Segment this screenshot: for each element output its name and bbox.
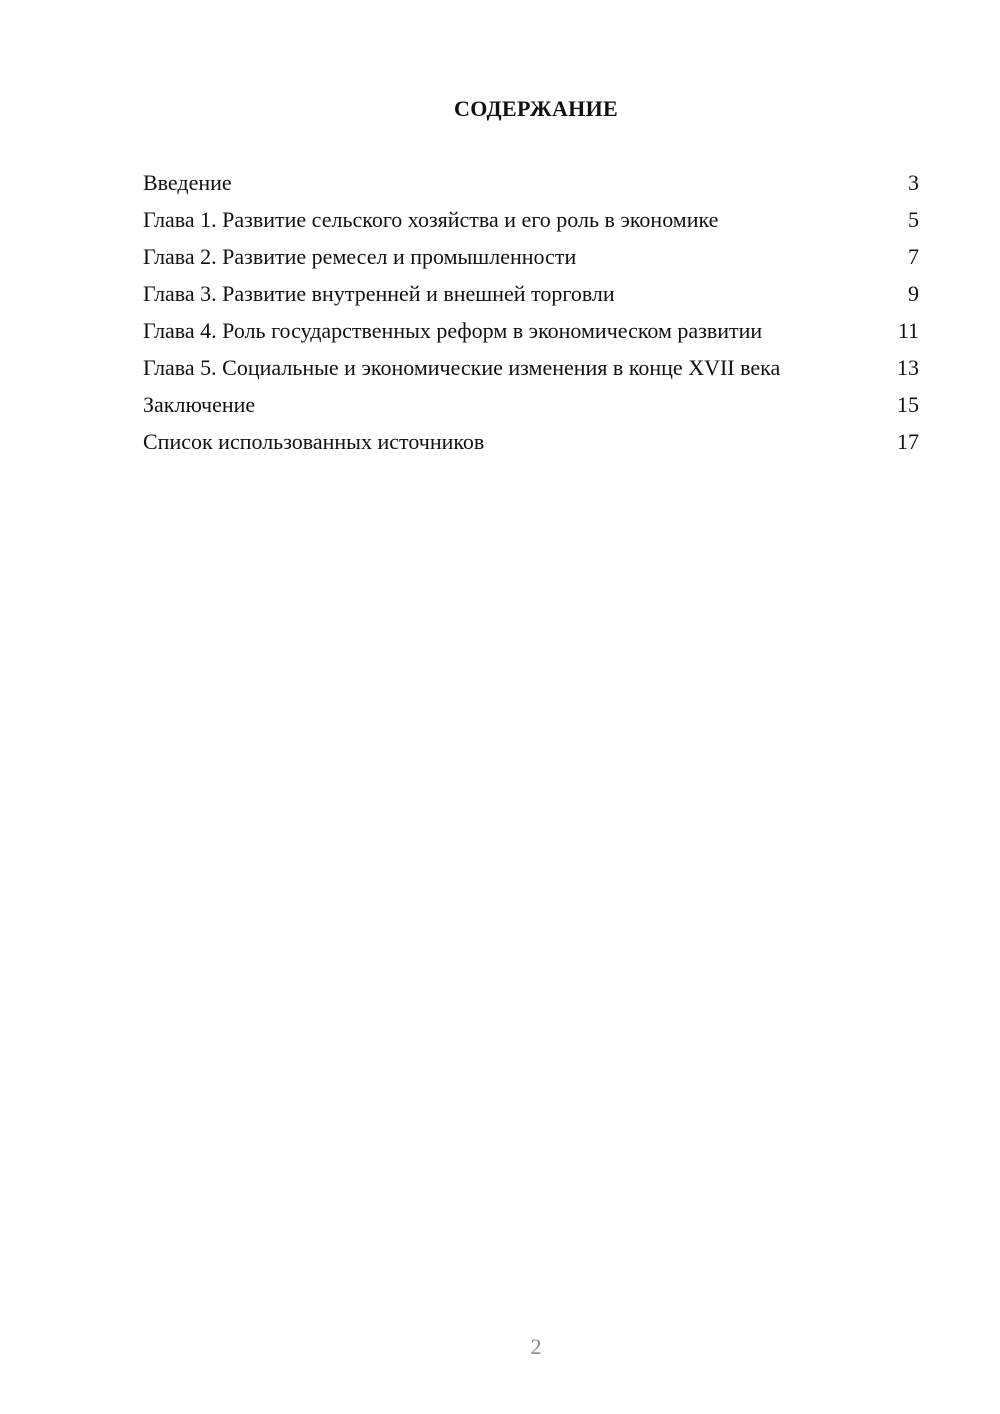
- toc-entry-page: 3: [908, 170, 919, 195]
- toc-entry-page: 17: [897, 429, 919, 454]
- toc-entry-chapter-4: [143, 318, 919, 344]
- toc-entry-label: Глава 2. Развитие ремесел и промышленности: [143, 244, 577, 269]
- toc-entry-label: Глава 5. Социальные и экономические изменения в конце XVII века: [143, 355, 781, 380]
- toc-entry-label: Введение: [143, 170, 232, 195]
- toc-entry-page: 15: [897, 392, 919, 417]
- toc-entry-label: Глава 1. Развитие сельского хозяйства и его роль в экономике: [143, 207, 719, 232]
- toc-entry-introduction: [143, 170, 919, 196]
- toc-entry-references: [143, 429, 919, 455]
- table-of-contents: [143, 170, 919, 466]
- toc-entry-label: Список использованных источников: [143, 429, 485, 454]
- toc-entry-page: 11: [897, 318, 919, 343]
- toc-entry-label: Заключение: [143, 392, 256, 417]
- toc-entry-label: Глава 4. Роль государственных реформ в экономическом развитии: [143, 318, 763, 343]
- toc-entry-chapter-2: [143, 244, 919, 270]
- page-number: 2: [530, 1334, 542, 1359]
- toc-entry-chapter-1: [143, 207, 919, 233]
- toc-entry-page: 9: [908, 281, 919, 306]
- toc-entry-chapter-5: [143, 355, 919, 381]
- toc-entry-conclusion: [143, 392, 919, 418]
- toc-entry-page: 7: [908, 244, 919, 269]
- toc-entry-label: Глава 3. Развитие внутренней и внешней торговли: [143, 281, 615, 306]
- toc-entry-chapter-3: [143, 281, 919, 307]
- toc-entry-page: 13: [897, 355, 919, 380]
- toc-title: СОДЕРЖАНИЕ: [454, 96, 618, 121]
- toc-entry-page: 5: [908, 207, 919, 232]
